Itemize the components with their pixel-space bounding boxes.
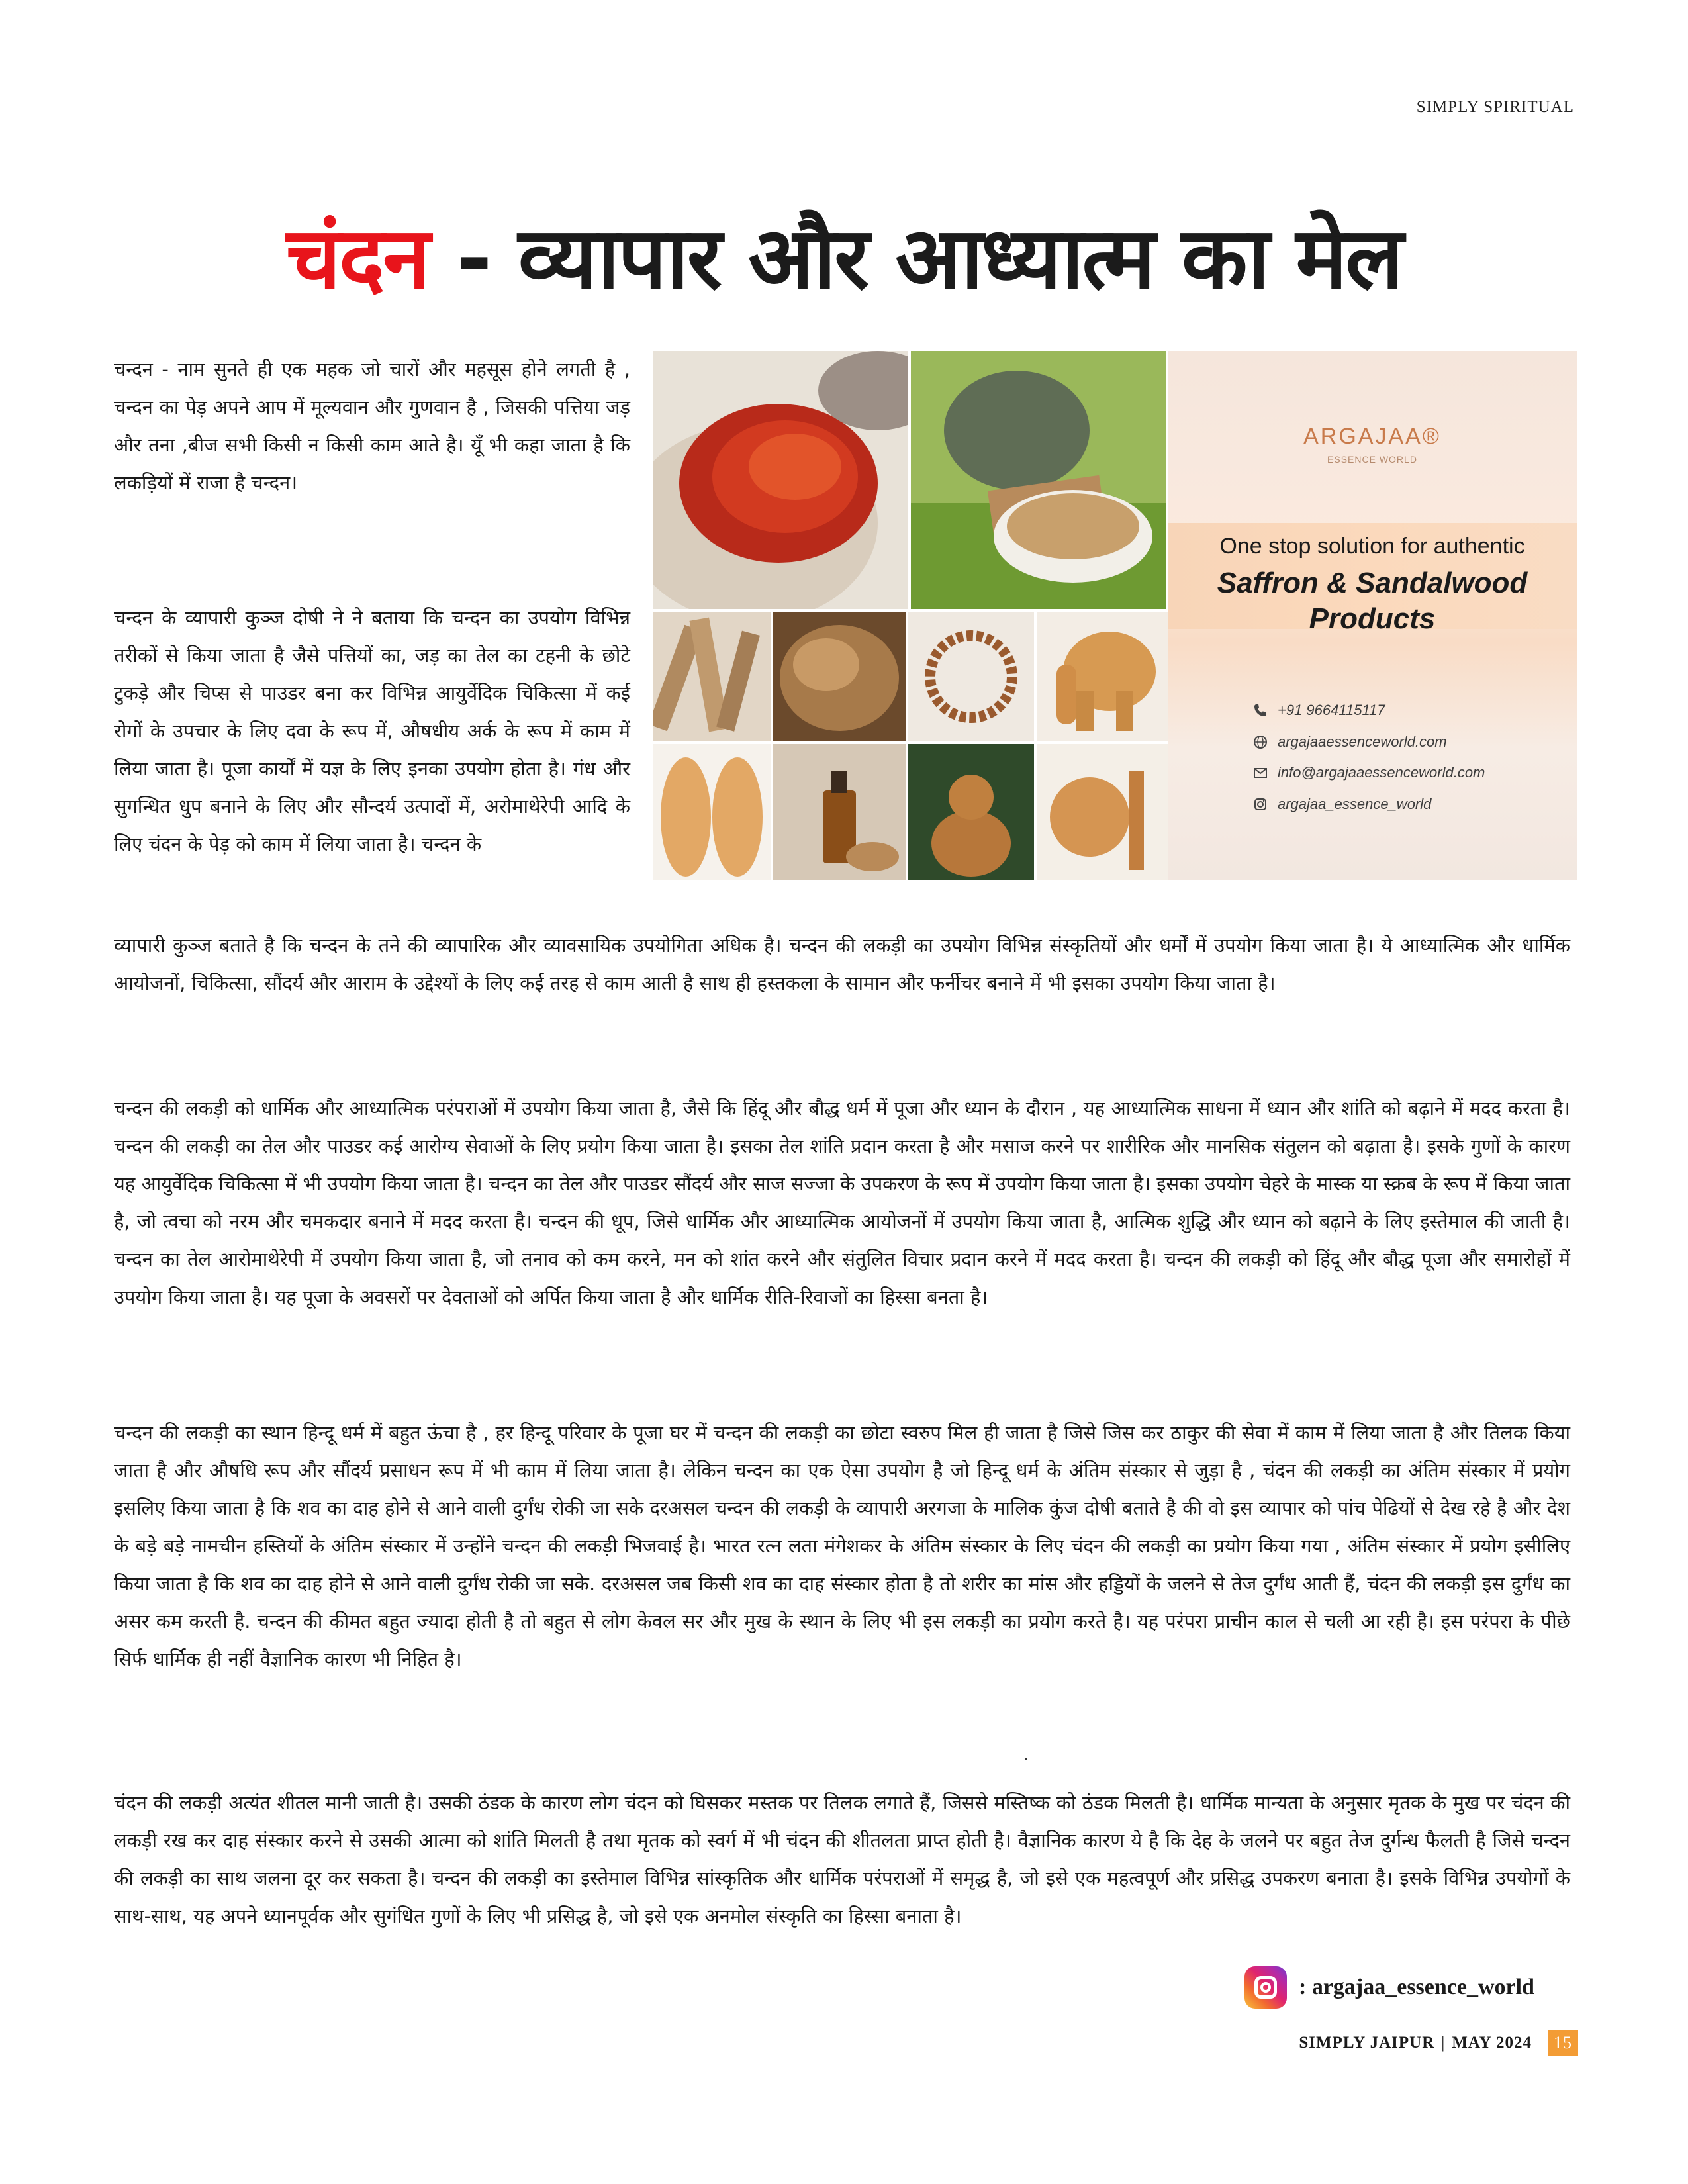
article-title (0, 199, 1688, 318)
sandalwood-powder-photo (911, 351, 1166, 609)
saffron-photo (653, 351, 908, 609)
instagram-icon (1252, 796, 1268, 812)
mail-icon (1252, 765, 1268, 781)
globe-icon (1252, 734, 1268, 750)
phone-icon (1252, 702, 1268, 718)
ad-instagram-text: argajaa_essence_world (1278, 796, 1432, 812)
argajaa-advertisement (653, 351, 1577, 880)
ad-info-panel (1168, 351, 1577, 880)
stray-dot (1025, 1758, 1027, 1760)
ad-website-text: argajaaessenceworld.com (1278, 734, 1447, 750)
wooden-slippers-photo (653, 744, 771, 880)
ad-email-text: info@argajaaessenceworld.com (1278, 764, 1485, 781)
social-handle (1244, 1966, 1534, 2009)
ad-contact-email (1252, 764, 1485, 781)
ad-brand-subtitle: ESSENCE WORLD (1327, 454, 1417, 465)
sandalwood-beads-photo (908, 612, 1034, 741)
title-rest: - व्यापार और आध्यात्म का मेल (428, 208, 1402, 309)
section-tag: SIMPLY SPIRITUAL (1416, 98, 1574, 116)
ad-products-line-1: Saffron & Sandalwood (1217, 567, 1528, 599)
article-paragraph-4: चन्दन की लकड़ी का स्थान हिन्दू धर्म में बहुत ऊंचा है , हर हिन्दू परिवार के पूजा घर में चन्दन की लकड़ी का छोटा स्वरुप मिल ही जाता है जिसे जिस कर ठाकुर की सेवा में काम में लिया जाता है और तिलक किया जाता है और औषधि रूप और सौंदर्य प्रसाधन रूप में भी काम में लिया जाता है। लेकिन चन्दन का एक ऐसा उपयोग है जो हिन्दू धर्म के अंतिम संस्कार से जुड़ा है , चंदन की लकड़ी का अंतिम संस्कार में प्रयोग इसलिए किया जाता है कि शव का दाह होने से आने वाली दुर्गंध रोकी जा सके दरअसल चन्दन की लकड़ी के व्यापारी अरगजा के मालिक कुंज दोषी बताते है की वो इस व्यापार को पांच पेढियों से देख रहे है और देश के बड़े बड़े नामचीन हस्तियों के अंतिम संस्कार में उन्होंने चन्दन की लकड़ी भिजवाई है। भारत रत्न लता मंगेशकर के अंतिम संस्कार के लिए चंदन की लकड़ी का प्रयोग किया गया , अंतिम संस्कार में प्रयोग इसीलिए किया जाता है कि शव का दाह होने से आने वाली दुर्गंध रोकी जा सके. दरअसल जब किसी शव का दाह संस्कार होता है तो शरीर का मांस और हड्डियों के जलने से तेज दुर्गंध आती हैं, चंदन की लकड़ी इस दुर्गंध का असर कम करती है. चन्दन की कीमत बहुत ज्यादा होती है तो बहुत से लोग केवल सर और मुख के स्थान के लिए भी इस लकड़ी का प्रयोग करते है। यह परंपरा प्राचीन काल से चली आ रही है। इस परंपरा के पीछे सिर्फ धार्मिक ही नहीं वैज्ञानिक कारण भी निहित है। (114, 1421, 1570, 1670)
ad-contact-website (1252, 734, 1447, 751)
page-number: 15 (1548, 2030, 1578, 2056)
magazine-name: SIMPLY JAIPUR (1299, 2034, 1435, 2052)
ad-contact-phone (1252, 702, 1385, 719)
carved-deity-photo (1037, 744, 1168, 880)
article-paragraph-5: चंदन की लकड़ी अत्यंत शीतल मानी जाती है। उसकी ठंडक के कारण लोग चंदन को घिसकर मस्तक पर तिलक लगाते हैं, जिससे मस्तिष्क को ठंडक मिलती है। धार्मिक मान्यता के अनुसार मृतक के मुख पर चंदन की लकड़ी रख कर दाह संस्कार करने से उसकी आत्मा को शांति मिलती है तथा मृतक को स्वर्ग में भी चंदन की शीतलता प्राप्त होती है। वैज्ञानिक कारण ये है कि देह के जलने पर बहुत तेज दुर्गन्ध फैलती है जिसे चन्दन की लकड़ी का साथ जलना दूर कर सकता है। चन्दन की लकड़ी का इस्तेमाल विभिन्न सांस्कृतिक और धार्मिक परंपराओं में समृद्ध है, जो इसे एक महत्वपूर्ण और प्रसिद्ध उपकरण बनाता है। इसके विभिन्न उपयोगों के साथ-साथ, यह अपने ध्यानपूर्वक और सुगंधित गुणों के लिए भी प्रसिद्ध है, जो इसे एक अनमोल संस्कृति का हिस्सा बनाता है। (114, 1791, 1570, 1927)
instagram-handle-text: : argajaa_essence_world (1299, 1975, 1534, 1999)
sandalwood-oil-photo (773, 744, 906, 880)
ad-tagline: One stop solution for authentic (1219, 534, 1525, 559)
footer-separator: | (1441, 2034, 1446, 2052)
ad-products-line-2: Products (1309, 602, 1436, 635)
ad-phone-text: +91 9664115117 (1278, 702, 1385, 718)
article-paragraph-3: चन्दन की लकड़ी को धार्मिक और आध्यात्मिक परंपराओं में उपयोग किया जाता है, जैसे कि हिंदू और बौद्ध धर्म में पूजा और ध्यान के दौरान , यह आध्यात्मिक साधना में ध्यान और शांति को बढ़ाने में मदद करता है। चन्दन की लकड़ी का तेल और पाउडर कई आरोग्य सेवाओं के लिए प्रयोग किया जाता है। इसका तेल शांति प्रदान करता है और मसाज करने पर शारीरिक और मानसिक संतुलन को बढ़ाता है। इसके गुणों के कारण यह आयुर्वेदिक चिकित्सा में भी उपयोग किया जाता है। चन्दन का तेल और पाउडर सौंदर्य और साज सज्जा के उपकरण के रूप में उपयोग किया जाता है। इसका उपयोग चेहरे के मास्क या स्क्रब के रूप में किया जाता है, जो त्वचा को नरम और चमकदार बनाने में मदद करता है। चन्दन की धूप, जिसे धार्मिक और आध्यात्मिक आयोजनों में उपयोग किया जाता है, आत्मिक शुद्धि और ध्यान को बढ़ाने के लिए इस्तेमाल की जाती है। चन्दन का तेल आरोमाथेरेपी में उपयोग किया जाता है, जो तनाव को कम करने, मन को शांत करने और संतुलित विचार प्रदान करने में मदद करता है। चन्दन की लकड़ी को हिंदू और बौद्ध पूजा और समारोहों में उपयोग किया जाता है। यह पूजा के अवसरों पर देवताओं को अर्पित किया जाता है और धार्मिक रीति-रिवाजों का हिस्सा बनता है। (114, 1097, 1570, 1308)
title-highlight: चंदन (286, 208, 429, 309)
carved-elephant-photo (1037, 612, 1168, 741)
article-paragraph-2-continued: व्यापारी कुञ्ज बताते है कि चन्दन के तने की व्यापारिक और व्यावसायिक उपयोगिता अधिक है। चन्दन की लकड़ी का उपयोग विभिन्न संस्कृतियों और धर्मों में उपयोग किया जाता है। ये आध्यात्मिक और धार्मिक आयोजनों, चिकित्सा, सौंदर्य और आराम के उद्देश्यों के लिए कई तरह से काम आती है साथ ही हस्तकला के सामान और फर्नीचर बनाने में भी इसका उपयोग किया जाता है। (114, 934, 1570, 994)
sandalwood-sticks-photo (653, 612, 771, 741)
page-footer (1299, 2030, 1578, 2056)
ad-brand-logo: ARGAJAA® (1303, 424, 1441, 449)
ad-contact-instagram (1252, 796, 1431, 813)
article-paragraph-2: चन्दन के व्यापारी कुञ्ज दोषी ने ने बताया कि चन्दन का उपयोग विभिन्न तरीकों से किया जाता है जैसे पत्तियों का, जड़ का तेल का टहनी के छोटे टुकड़े और चिप्स से पाउडर बना कर विभिन्न आयुर्वेदिक चिकित्सा में कई रोगों के उपचार के लिए दवा के रूप में, औषधीय अर्क के रूप में काम में लिया जाता है। पूजा कार्यों में यज्ञ के लिए इनका उपयोग होता है। गंध और सुगन्धित धुप बनाने के लिए और सौन्दर्य उत्पादों में, अरोमाथेरेपी आदि के लिए चंदन के पेड़ को काम में लिया जाता है। चन्दन के (114, 606, 630, 855)
instagram-icon (1244, 1966, 1287, 2009)
sandalwood-chips-photo (773, 612, 906, 741)
issue-date: MAY 2024 (1452, 2034, 1532, 2052)
article-paragraph-1: चन्दन - नाम सुनते ही एक महक जो चारों और महसूस होने लगती है , चन्दन का पेड़ अपने आप में मूल्यवान और गुणवान है , जिसकी पत्तिया जड़ और तना ,बीज सभी किसी न किसी काम आते है। यूँ भी कहा जाता है कि लकड़ियों में राजा है चन्दन। (114, 358, 630, 494)
buddha-carving-photo (908, 744, 1034, 880)
